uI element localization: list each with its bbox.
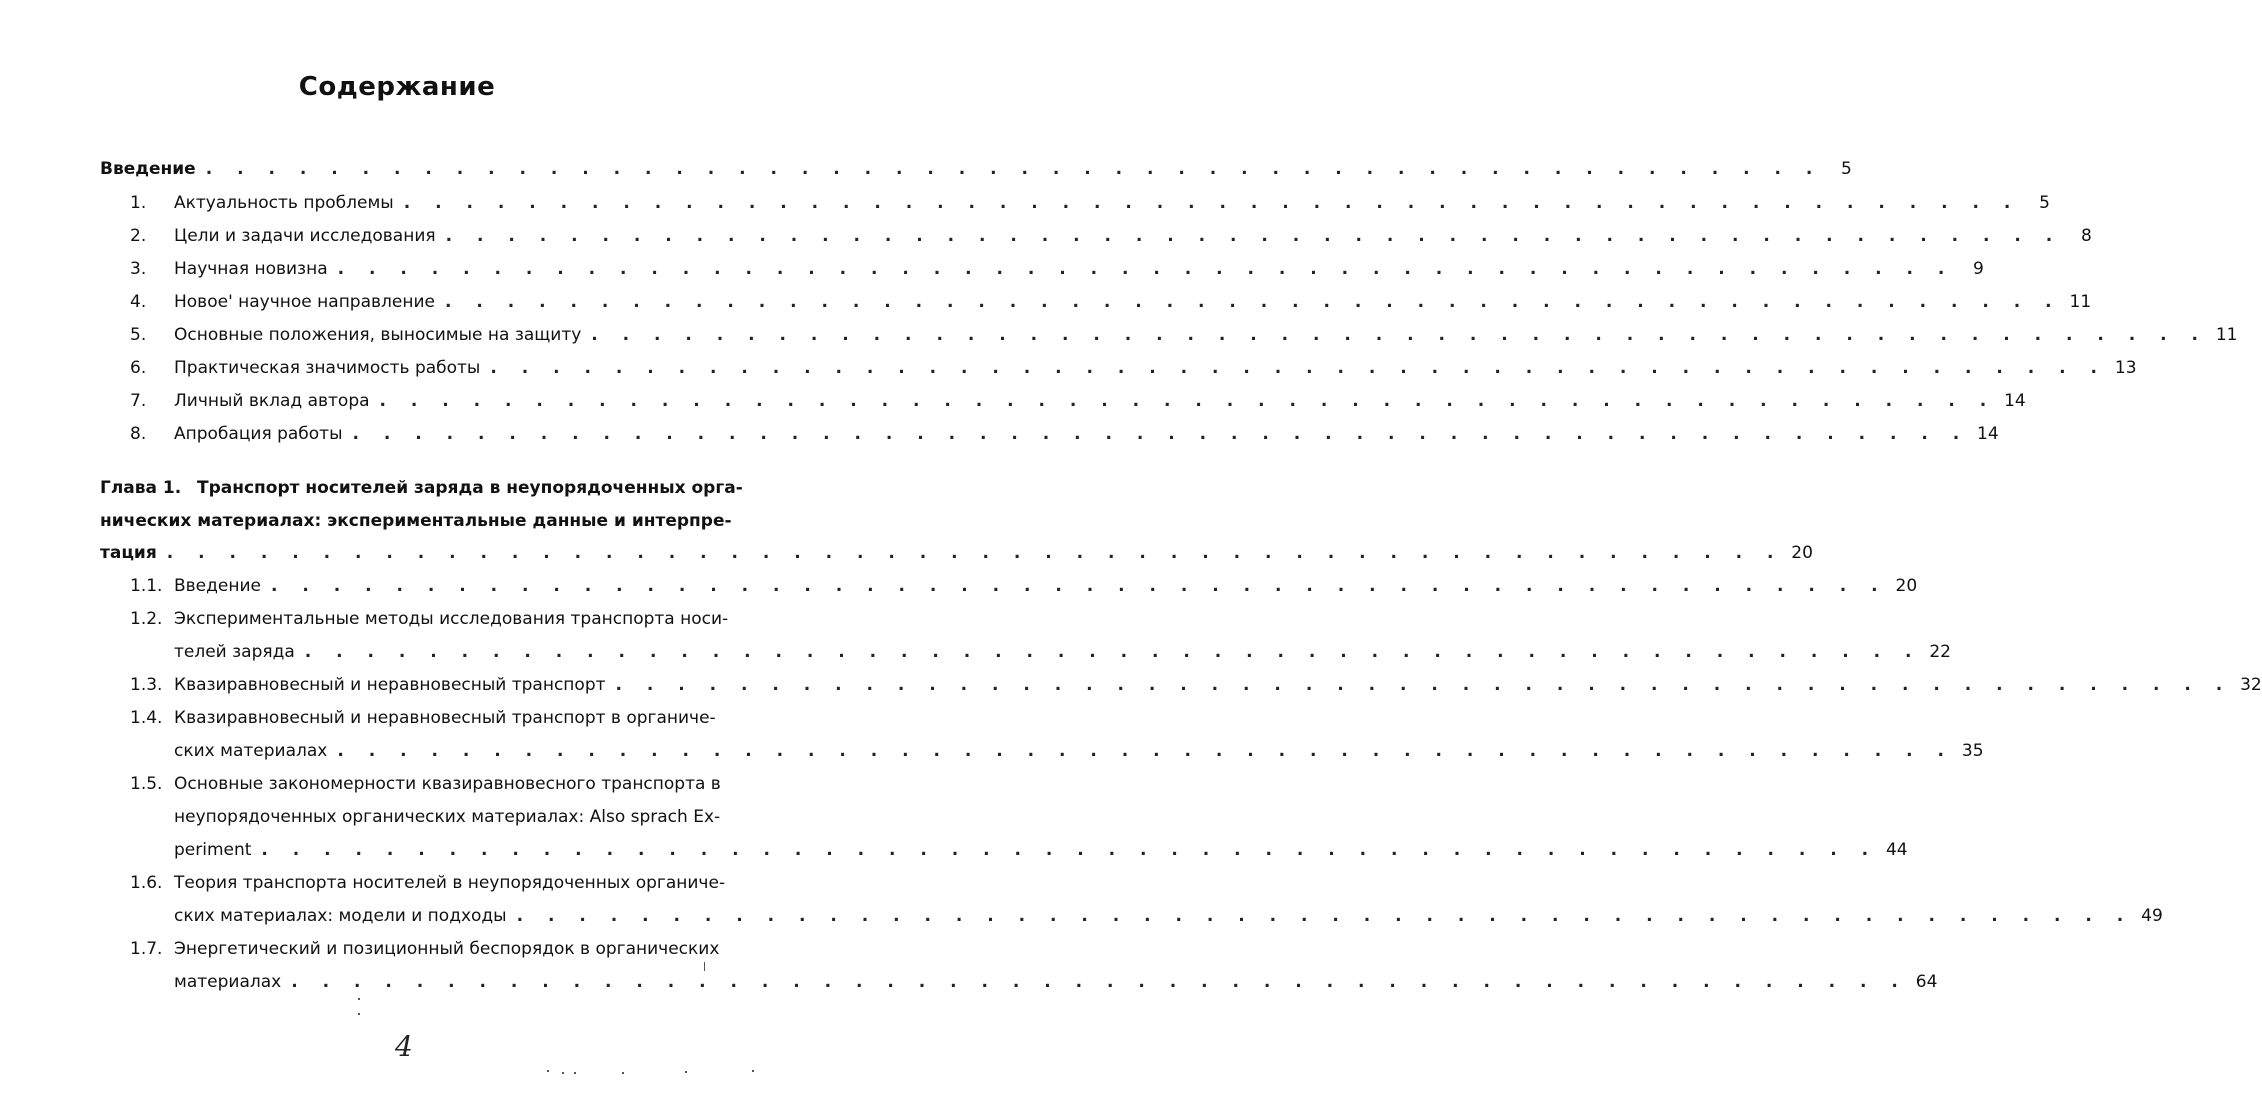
dot-leader: . . . . . . . . . . . . . . . . . . . . . . . . . . . . . . . . . . . . . . . . . . . . . . . . . . . . [403,193,2020,213]
scan-speck [622,1072,624,1074]
scan-speck [574,1072,576,1074]
toc-page-number: 5 [1841,159,1852,179]
scan-speck [358,998,360,1000]
toc-entry-number: 4. [130,292,147,312]
toc-section-entry[interactable] [174,641,1951,663]
scan-speck [547,1070,549,1072]
toc-entry-title: Цели и задачи исследования [174,226,436,246]
toc-section-title-line[interactable]: Основные закономерности квазиравновесного транспорта в [174,774,721,794]
scan-speck [562,1072,564,1074]
toc-page-number: 9 [1972,259,1984,279]
dot-leader: . . . . . . . . . . . . . . . . . . . . . . . . . . . . . . . . . . . . . . . . . . . . . . . . . . . . [205,159,1822,179]
toc-page-number: 32 [2240,675,2262,695]
toc-entry-title: Научная новизна [174,259,328,279]
toc-section-number: 1.3. [130,675,163,695]
toc-section-entry[interactable] [174,740,1984,762]
toc-page-number: 14 [1977,424,1999,444]
toc-entry-number: 8. [130,424,147,444]
toc-entry-introduction[interactable] [100,158,1852,180]
toc-entry-intro-item[interactable] [130,324,2238,346]
toc-section-title-line: ских материалах: модели и подходы [174,906,507,926]
toc-entry-title: Личный вклад автора [174,391,370,411]
toc-entry-intro-item[interactable] [130,423,1999,445]
dot-leader: . . . . . . . . . . . . . . . . . . . . . . . . . . . . . . . . . . . . . . . . . . . . . . . . . . . . [615,675,2232,695]
toc-section-title-line[interactable]: Теория транспорта носителей в неупорядоченных органиче- [174,873,726,893]
scan-speck [358,1013,360,1015]
toc-section-title-line[interactable]: Экспериментальные методы исследования транспорта носи- [174,609,729,629]
toc-section-entry[interactable] [174,971,1938,993]
toc-entry-intro-item[interactable] [130,192,2050,214]
dot-leader: . . . . . . . . . . . . . . . . . . . . . . . . . . . . . . . . . . . . . . . . . . . . . . . . . . . . [166,543,1783,563]
toc-entry-number: 2. [130,226,147,246]
toc-section-title-line: телей заряда [174,642,295,662]
toc-page-number: 13 [2114,358,2137,378]
toc-entry-intro-item[interactable] [130,225,2092,247]
toc-entry-title: Практическая значимость работы [174,358,481,378]
toc-section-title-line[interactable]: неупорядоченных органических материалах: Also sprach Ex- [174,807,721,827]
scan-speck [752,1070,754,1072]
dot-leader: . . . . . . . . . . . . . . . . . . . . . . . . . . . . . . . . . . . . . . . . . . . . . . . . . . . . [591,325,2208,345]
chapter-1-title-line-3[interactable] [100,542,1813,564]
toc-section-entry[interactable] [174,674,2262,696]
scan-speck [685,1071,687,1073]
chapter-1-label[interactable]: Глава 1. [100,478,182,498]
toc-entry-title: Актуальность проблемы [174,193,394,213]
toc-page-number: 8 [2080,226,2092,246]
page-title: Содержание [298,72,496,102]
toc-entry-title: Основные положения, выносимые на защиту [174,325,582,345]
dot-leader: . . . . . . . . . . . . . . . . . . . . . . . . . . . . . . . . . . . . . . . . . . . . . . . . . . . . [352,424,1969,444]
toc-page-number: 11 [2215,325,2238,345]
toc-section-title-line[interactable]: Квазиравновесный и неравновесный транспорт в органиче- [174,708,716,728]
toc-section-title-line: Введение [174,576,261,596]
toc-page-number: 14 [2004,391,2026,411]
toc-page-number: 44 [1885,840,1908,860]
toc-section-title-line[interactable]: Энергетический и позиционный беспорядок в органических [174,939,720,959]
toc-page-number: 20 [1895,576,1918,596]
toc-entry-intro-item[interactable] [130,390,2026,412]
dot-leader: . . . . . . . . . . . . . . . . . . . . . . . . . . . . . . . . . . . . . . . . . . . . . . . . . . . . [337,741,1954,761]
toc-section-entry[interactable] [174,839,1908,861]
toc-section-number: 1.4. [130,708,163,728]
toc-page-number: 49 [2141,906,2163,926]
dot-leader: . . . . . . . . . . . . . . . . . . . . . . . . . . . . . . . . . . . . . . . . . . . . . . . . . . . . [304,642,1921,662]
toc-entry-title: Апробация работы [174,424,343,444]
dot-leader: . . . . . . . . . . . . . . . . . . . . . . . . . . . . . . . . . . . . . . . . . . . . . . . . . . . . [490,358,2107,378]
toc-entry-title: Введение [100,159,196,179]
toc-page-number: 64 [1915,972,1938,992]
toc-page-number: 11 [2069,292,2092,312]
toc-entry-intro-item[interactable] [130,258,1984,280]
toc-entry-number: 7. [130,391,147,411]
dot-leader: . . . . . . . . . . . . . . . . . . . . . . . . . . . . . . . . . . . . . . . . . . . . . . . . . . . . [270,576,1888,596]
chapter-1-title-line-2[interactable]: нических материалах: экспериментальные данные и интерпре- [100,511,732,531]
toc-page-number: 20 [1791,543,1813,563]
toc-section-title-line: Квазиравновесный и неравновесный транспорт [174,675,606,695]
toc-page-number: 22 [1929,642,1951,662]
dot-leader: . . . . . . . . . . . . . . . . . . . . . . . . . . . . . . . . . . . . . . . . . . . . . . . . . . . . [444,292,2062,312]
scan-speck [704,962,705,971]
toc-entry-intro-item[interactable] [130,357,2137,379]
toc-page-number: 35 [1961,741,1984,761]
toc-entry-number: 3. [130,259,147,279]
toc-section-title-line: материалах [174,972,282,992]
toc-page-number: 5 [2039,193,2050,213]
toc-section-number: 1.1. [130,576,163,596]
dot-leader: . . . . . . . . . . . . . . . . . . . . . . . . . . . . . . . . . . . . . . . . . . . . . . . . . . . . [445,226,2062,246]
toc-section-number: 1.2. [130,609,163,629]
toc-section-number: 1.6. [130,873,163,893]
toc-entry-title: тация [100,543,157,563]
dot-leader: . . . . . . . . . . . . . . . . . . . . . . . . . . . . . . . . . . . . . . . . . . . . . . . . . . . . [337,259,1954,279]
toc-section-entry[interactable] [174,905,2163,927]
dot-leader: . . . . . . . . . . . . . . . . . . . . . . . . . . . . . . . . . . . . . . . . . . . . . . . . . . . . [379,391,1996,411]
toc-section-entry[interactable] [174,575,1918,597]
chapter-1-title-line-1[interactable]: Транспорт носителей заряда в неупорядоченных орга- [197,478,743,498]
toc-entry-number: 6. [130,358,147,378]
toc-section-number: 1.5. [130,774,163,794]
toc-section-title-line: ских материалах [174,741,328,761]
toc-section-title-line: periment [174,840,252,860]
toc-entry-title: Новое' научное направление [174,292,435,312]
page-number-handwritten: 4 [395,1030,413,1063]
dot-leader: . . . . . . . . . . . . . . . . . . . . . . . . . . . . . . . . . . . . . . . . . . . . . . . . . . . . [516,906,2133,926]
toc-entry-intro-item[interactable] [130,291,2092,313]
dot-leader: . . . . . . . . . . . . . . . . . . . . . . . . . . . . . . . . . . . . . . . . . . . . . . . . . . . . [291,972,1908,992]
toc-entry-number: 1. [130,193,147,213]
toc-entry-number: 5. [130,325,147,345]
dot-leader: . . . . . . . . . . . . . . . . . . . . . . . . . . . . . . . . . . . . . . . . . . . . . . . . . . . . [261,840,1878,860]
toc-section-number: 1.7. [130,939,163,959]
